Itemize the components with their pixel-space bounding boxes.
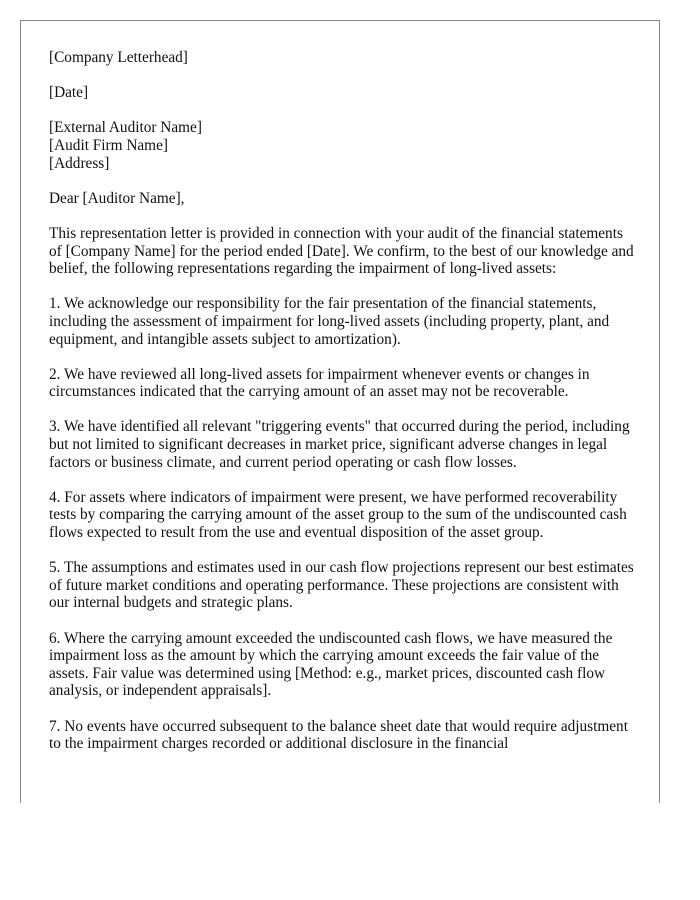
letter-date: [Date] (49, 84, 89, 102)
intro-paragraph: This representation letter is provided in connection with your audit of the financial statements of [Company Name] for the period ended [Date]. We confirm, to the best of our knowledge and belief, the following representations regarding the impairment of long-lived assets: (49, 224, 634, 278)
representation-item-5: 5. The assumptions and estimates used in our cash flow projections represent our best estimates of future market conditions and operating performance. These projections are consistent with our internal budgets and strategic plans. (49, 559, 634, 612)
auditor-address: [Address] (49, 154, 110, 172)
representation-item-4: 4. For assets where indicators of impairment were present, we have performed recoverability tests by comparing the carrying amount of the asset group to the sum of the undiscounted cash flows expected to result from the use and eventual disposition of the asset group. (49, 488, 627, 542)
representation-item-7: 7. No events have occurred subsequent to the balance sheet date that would require adjustment to the impairment charges recorded or additional disclosure in the financial (49, 717, 628, 753)
representation-item-1: 1. We acknowledge our responsibility for the fair presentation of the financial statements, including the assessment of impairment for long-lived assets (including property, plant, and equipment, and intangible assets subject to amortization). (49, 295, 610, 348)
representation-item-2: 2. We have reviewed all long-lived assets for impairment whenever events or changes in circumstances indicated that the carrying amount of an asset may not be recoverable. (49, 365, 590, 401)
letter-body (49, 49, 639, 770)
recipient-address-block (49, 119, 639, 172)
audit-firm-name: [Audit Firm Name] (49, 136, 168, 154)
auditor-name: [External Auditor Name] (49, 119, 202, 137)
salutation: Dear [Auditor Name], (49, 189, 185, 207)
company-letterhead: [Company Letterhead] (49, 49, 188, 66)
letter-page (20, 20, 660, 803)
representation-item-3: 3. We have identified all relevant "triggering events" that occurred during the period, including but not limited to significant decreases in market price, significant adverse changes in legal factors or business climate, and current period operating or cash flow losses. (49, 418, 630, 471)
representation-item-6: 6. Where the carrying amount exceeded the undiscounted cash flows, we have measured the impairment loss as the amount by which the carrying amount exceeds the fair value of the assets. Fair value was determined using [Method: e.g., market prices, discounted cash flow analysis, or independent appraisals]. (49, 629, 613, 700)
